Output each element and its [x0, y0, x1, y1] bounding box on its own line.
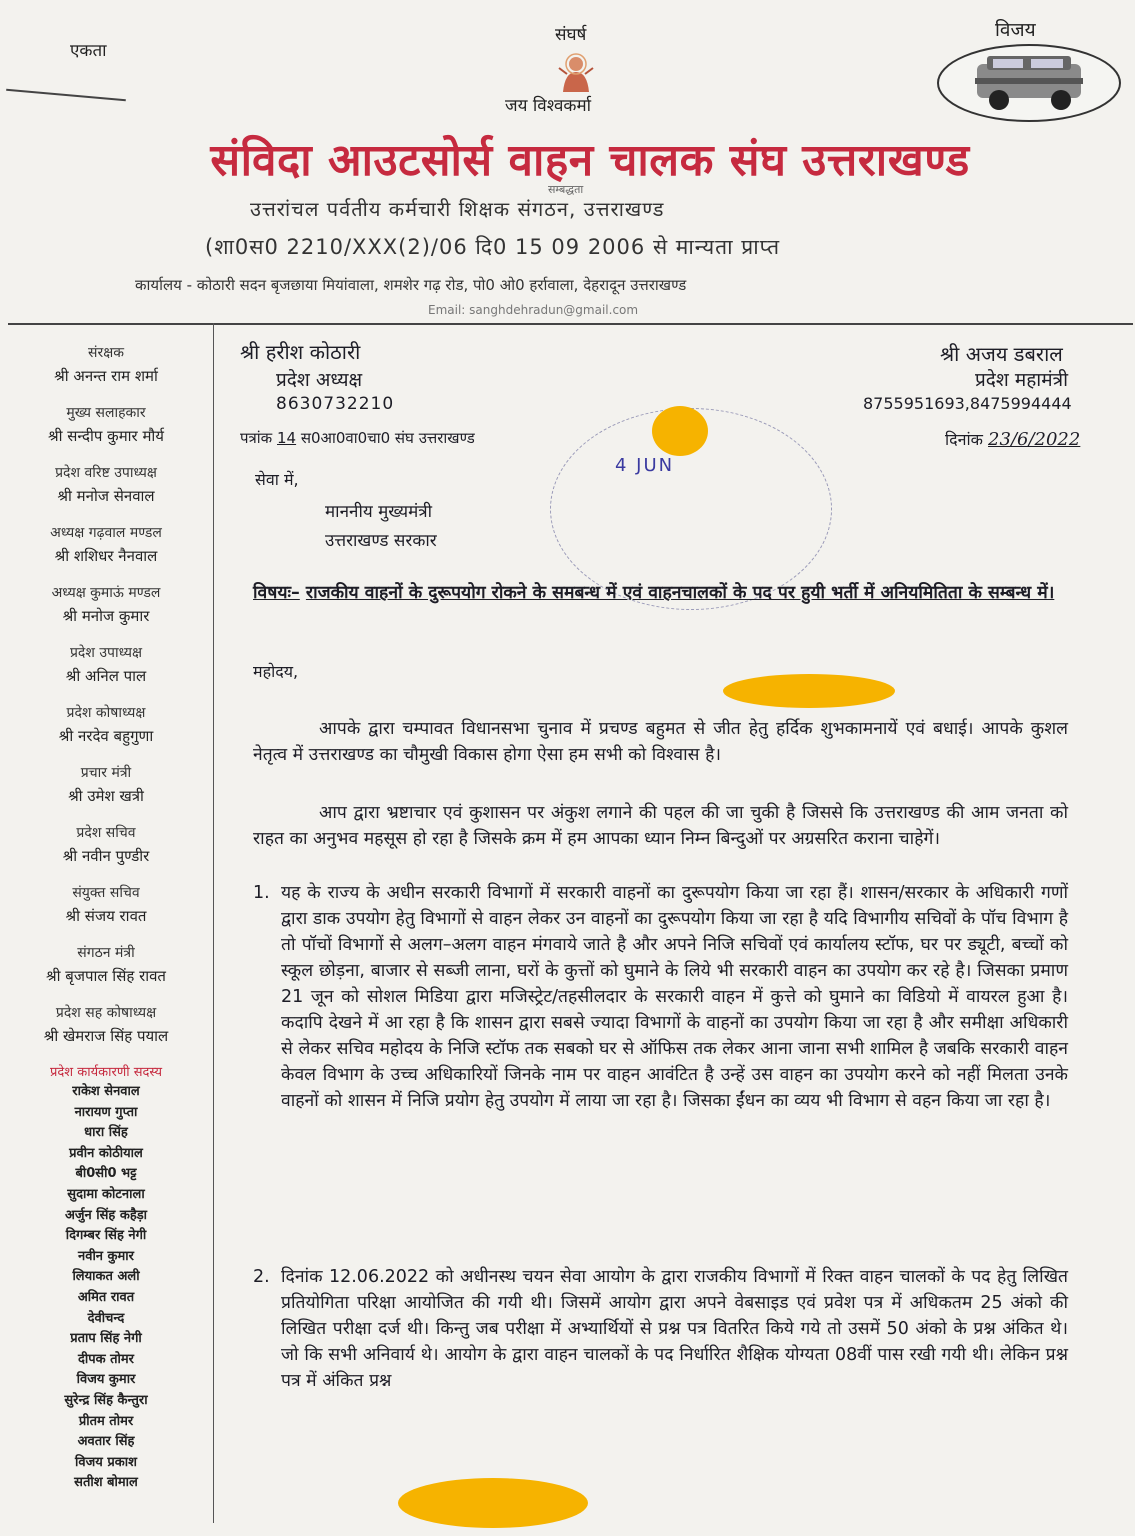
member-name: प्रीतम तोमर — [78, 1413, 134, 1429]
email-address: Email: sanghdehradun@gmail.com — [428, 303, 639, 317]
body-paragraph-1: आपके द्वारा चम्पावत विधानसभा चुनाव में प्रचण्ड बहुमत से जीत हेतु हर्दिक शुभकामनायें एवं बधाई। आपके कुशल नेतृत्व में उत्तराखण्ड का चौमुखी विकास होगा ऐसा हम सभी को विश्वास है। — [253, 719, 1068, 765]
corner-line — [6, 89, 126, 101]
reference-line — [240, 428, 475, 448]
subject-block — [253, 580, 1083, 606]
header-divider — [8, 323, 1133, 325]
member-name: नारायण गुप्ता — [74, 1104, 138, 1120]
member-name: प्रताप सिंह नेगी — [70, 1331, 142, 1347]
officer-entry: संयुक्त सचिव श्री संजय रावत — [65, 885, 147, 925]
member-name: विजय प्रकाश — [75, 1454, 137, 1470]
officer-entry: मुख्य सलाहकार श्री सन्दीप कुमार मौर्य — [47, 405, 165, 445]
redaction-mark — [652, 406, 708, 456]
officer-entry: प्रदेश सचिव श्री नवीन पुण्डीर — [62, 825, 150, 865]
member-name: सुदामा कोटनाला — [67, 1186, 145, 1202]
member-name: अमित रावत — [77, 1289, 135, 1305]
member-name: नवीन कुमार — [78, 1248, 134, 1264]
motto-victory: विजय — [995, 19, 1036, 41]
vehicle-logo-icon — [935, 42, 1123, 124]
officer-entry: संरक्षक श्री अनन्त राम शर्मा — [54, 345, 158, 385]
subject-label: विषयः– — [253, 583, 300, 603]
registration-line: (शा0स0 2210/XXX(2)/06 दि0 15 09 2006 से मान्यता प्राप्त — [205, 235, 781, 259]
general-secretary-name: श्री अजय डबराल — [940, 342, 1063, 366]
general-secretary-title: प्रदेश महामंत्री — [975, 369, 1069, 391]
organisation-name: संविदा आउटसोर्स वाहन चालक संघ उत्तराखण्ड — [210, 135, 970, 186]
reference-label: पत्रांक — [240, 429, 273, 447]
officer-entry: प्रचार मंत्री श्री उमेश खत्री — [68, 765, 144, 805]
general-secretary-phone: 8755951693,8475994444 — [863, 394, 1072, 413]
officer-entry: अध्यक्ष कुमाऊं मण्डल श्री मनोज कुमार — [51, 585, 161, 625]
stamp-date: 4 JUN — [615, 455, 675, 476]
redaction-mark — [398, 1478, 588, 1528]
member-name: राकेश सेनवाल — [72, 1084, 140, 1099]
addressee-line-1: माननीय मुख्यमंत्री — [325, 502, 433, 522]
redaction-mark — [723, 674, 895, 708]
officers-sidebar — [0, 342, 212, 1494]
member-name: अवतार सिंह — [77, 1434, 135, 1450]
point-number: 2. — [253, 1267, 270, 1287]
president-name: श्री हरीश कोठारी — [240, 340, 361, 364]
motto-struggle: संघर्ष — [555, 25, 587, 45]
point-text: दिनांक 12.06.2022 को अधीनस्थ चयन सेवा आयोग के द्वारा राजकीय विभागों में रिक्त वाहन चालकों के पद हेतु लिखित प्रतियोगिता परिक्षा आयोजित की गयी थी। जिसमें आयोग द्वारा अपने वेबसाइड एवं प्रवेश पत्र में अधिकतम 25 अंको की लिखित परीक्षा दर्ज थी। किन्तु जब परीक्षा में अभ्यार्थियों से प्रश्न पत्र वितरित किये गये तो उसमें 50 अंको के प्रश्न अंकित थे। जो कि सभी अनिवार्य थे। आयोग के द्वारा वाहन चालकों के पद निर्धारित शैक्षिक योग्यता 08वीं पास रखी गयी थी। लेकिन प्रश्न पत्र में अंकित प्रश्न — [281, 1267, 1068, 1391]
point-2 — [253, 1264, 1068, 1394]
date-label: दिनांक — [945, 430, 983, 449]
officer-entry: प्रदेश उपाध्यक्ष श्री अनिल पाल — [65, 645, 147, 685]
reference-number: 14 — [277, 429, 297, 447]
point-1 — [253, 880, 1068, 1114]
officer-entry: प्रदेश वरिष्ट उपाध्यक्ष श्री मनोज सेनवाल — [55, 465, 157, 505]
member-name: देवीचन्द — [87, 1310, 125, 1326]
member-name: धारा सिंह — [84, 1125, 128, 1141]
president-title: प्रदेश अध्यक्ष — [276, 369, 363, 391]
member-name: विजय कुमार — [76, 1372, 136, 1388]
member-name: लियाकत अली — [72, 1269, 140, 1285]
officer-entry: अध्यक्ष गढ़वाल मण्डल श्री शशिधर नैनवाल — [50, 525, 162, 565]
body-paragraph-2: आप द्वारा भ्रष्टाचार एवं कुशासन पर अंकुश लगाने की पहल की जा चुकी है जिससे कि उत्तराखण्ड की आम जनता को राहत का अनुभव महसूस हो रहा है जिसके क्रम में हम आपका ध्यान निम्न बिन्दुओं पर अग्रसरित कराना चाहेगें। — [253, 803, 1068, 849]
officer-entry: संगठन मंत्री श्री बृजपाल सिंह रावत — [46, 945, 166, 985]
officer-entry: प्रदेश कोषाध्यक्ष श्री नरदेव बहुगुणा — [58, 705, 154, 745]
letter-date: 23/6/2022 — [988, 429, 1081, 450]
addressee-line-2: उत्तराखण्ड सरकार — [325, 531, 437, 551]
subject-text: राजकीय वाहनों के दुरूपयोग रोकने के समबन्ध में एवं वाहनचालकों के पद पर हुयी भर्ती में अनियमितिता के सम्बन्ध में। — [305, 583, 1055, 603]
reference-text: स0आ0वा0चा0 संघ उत्तराखण्ड — [300, 429, 475, 447]
vishwakarma-emblem-icon — [555, 50, 597, 94]
member-name: दिगम्बर सिंह नेगी — [65, 1228, 147, 1244]
point-text: यह के राज्य के अधीन सरकारी विभागों में सरकारी वाहनों का दुरूपयोग किया जा रहा हैं। शासन/सरकार के अधिकारी गणों द्वारा डाक उपयोग हेतु विभागों से वाहन लेकर उन वाहनों का दुरूपयोग किया जा रहा है यदि विभागीय सचिवों के पॉच विभाग है तो पॉचों विभागों से अलग–अलग वाहन मंगवाये जाते है और अपने निजि सचिवों एवं कार्यालय स्टॉफ, घर पर ड्यूटी, बच्चों को स्कूल छोड़ना, बाजार से सब्जी लाना, घरों के कुत्तों को घुमाने के लिये भी सरकारी वाहन का उपयोग कर रहे है। जिसका प्रमाण 21 जून को सोशल मिडिया द्वारा मजिस्ट्रेट/तहसीलदार के सरकारी वाहन में कुत्ते को घुमाने का विडियो में वायरल हुआ है। कदापि देखने में आ रहा है कि शासन द्वारा सबसे ज्यादा विभागों के वाहनों का उपयोग किया जा रहा है और समीक्षा अधिकारी से लेकर सचिव महोदय के निजि स्टॉफ तक सबको घर से ऑफिस तक लेकर आना जाना सभी शामिल है जबकि सरकारी वाहन केवल विभाग के उच्च अधिकारियों जिनके नाम पर वाहन आवंटित है उन्हें उस वाहन का उपयोग करने को नहीं मिलता उनके वाहनों को शासन में निजि प्रयोग हेतु उपयोग में लाया जा रहा है। जिसका ईंधन का व्यय भी विभाग से वहन किया जा रहा है। — [281, 883, 1068, 1111]
invocation-text: जय विश्वकर्मा — [505, 96, 592, 116]
salutation: महोदय, — [253, 662, 299, 681]
members-title: प्रदेश कार्यकारणी सदस्य — [49, 1065, 163, 1080]
member-name: प्रवीन कोठीयाल — [69, 1145, 143, 1161]
member-name: दीपक तोमर — [77, 1351, 135, 1367]
president-phone: 8630732210 — [276, 394, 395, 414]
member-name: अर्जुन सिंह कहैड़ा — [64, 1207, 148, 1223]
member-name: सुरेन्द्र सिंह कैन्तुरा — [64, 1392, 148, 1408]
to-label: सेवा में, — [255, 470, 299, 489]
member-name: बी0सी0 भट्ट — [75, 1166, 137, 1182]
affiliation-label: सम्बद्धता — [548, 183, 584, 196]
officer-entry: प्रदेश सह कोषाध्यक्ष श्री खेमराज सिंह पयाल — [43, 1005, 169, 1045]
motto-unity: एकता — [70, 41, 107, 61]
parent-organisation: उत्तरांचल पर्वतीय कर्मचारी शिक्षक संगठन, उत्तराखण्ड — [250, 197, 665, 221]
member-name: सतीश बोमाल — [74, 1475, 138, 1491]
office-address: कार्यालय - कोठारी सदन बृजछाया मियांवाला, शमशेर गढ़ रोड, पो0 ओ0 हर्रावाला, देहरादून उत्तराखण्ड — [135, 276, 687, 294]
point-number: 1. — [253, 883, 270, 903]
sidebar-divider — [213, 323, 214, 1523]
date-line — [945, 428, 1080, 450]
